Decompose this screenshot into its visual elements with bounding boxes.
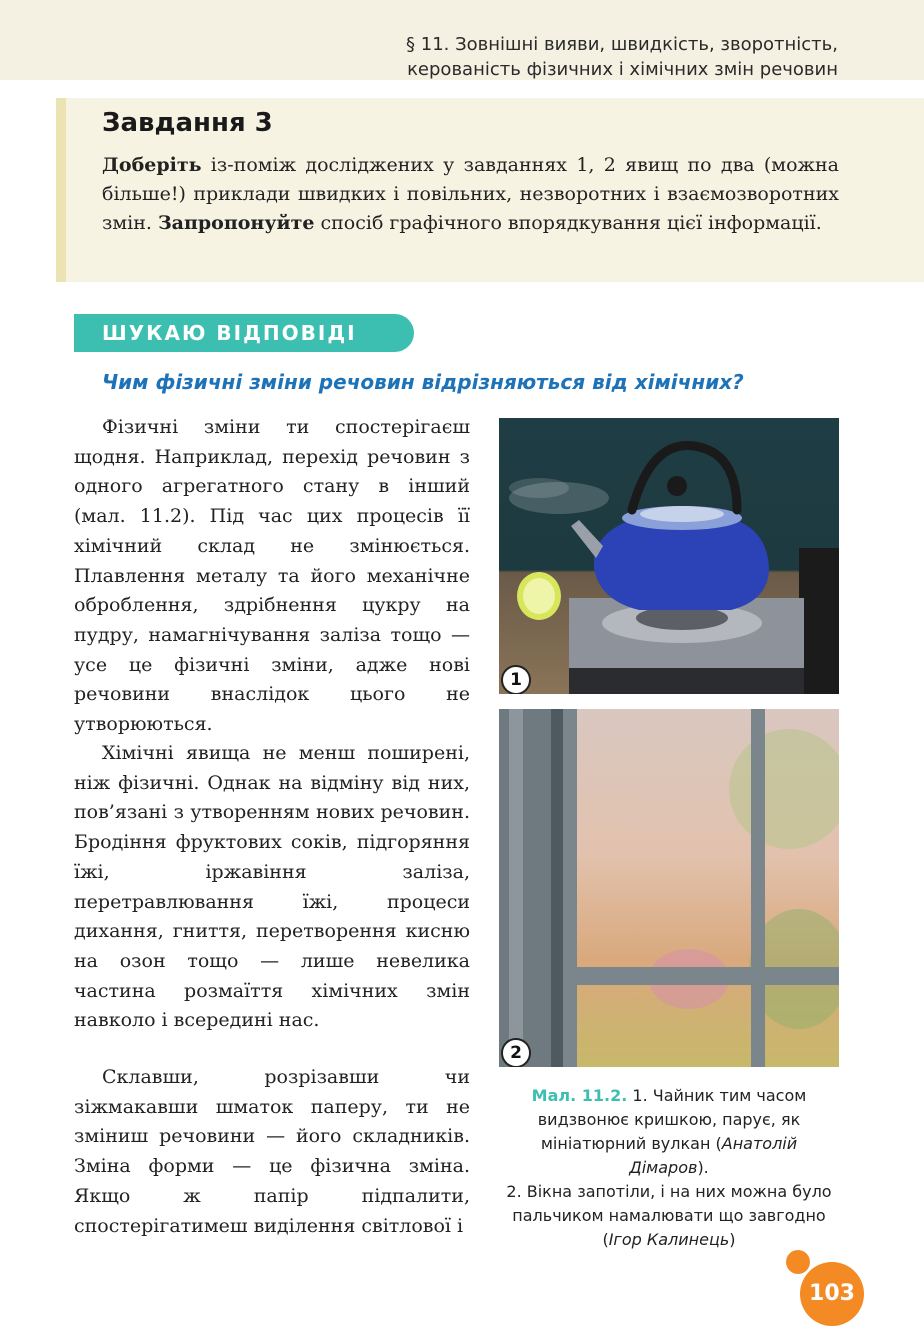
task-mid-bold: Запропонуйте [157,212,315,234]
window-illustration [499,709,839,1067]
page-number: 103 [800,1262,864,1326]
caption-label: Мал. 11.2. [531,1086,628,1105]
caption-text-1b: ). [697,1158,709,1177]
task-text-1: із-поміж досліджених у завданнях 1, 2 явищ по два (можна більше!) приклади швидких і повільних, незворотних і взаємозворотних змін. [102,154,839,234]
task-accent-bar [56,98,66,282]
paragraph-text: Фізичні зміни ти спостерігаєш щодня. Наприклад, перехід речовин з одного агрегатного стану в інший (мал. 11.2). Під час цих процесів її хімічний склад не змінюється. Плавлення металу та його механічне оброблення, здрібнення цукру на пудру, намагнічування заліза тощо — усе це фізичні зміни, адже нові речовини внаслідок цього не утворюються. [74,416,470,736]
task-lead-bold: Доберіть [102,154,202,176]
chapter-header-line-2: керованість фізичних і хімічних змін речовин [407,59,838,80]
page-number-dot [786,1250,810,1274]
chapter-header [406,32,838,82]
caption-text-1a: 1. Чайник тим часом видзвонює кришкою, парує, як мініатюрний вулкан ( [537,1086,807,1153]
paragraph-text: Хімічні явища не менш поширені, ніж фізичні. Однак на відміну від них, пов’язані з утворенням нових речовин. Бродіння фруктових соків, підгоряння їжі, іржавіння заліза, перетравлювання їжі, процеси дихання, гниття, перетворення кисню на озон тощо — лише невелика частина розмаїття хімічних змін навколо і всередині нас. [74,742,470,1032]
paragraph-chemical [74,739,470,1036]
window-photo [499,709,839,1067]
task-body [102,151,839,238]
task-text-2: спосіб графічного впорядкування цієї інформації. [314,212,822,234]
caption-text-2b: ) [729,1230,736,1249]
paragraph-text: Склавши, розрізавши чи зіжмакавши шматок паперу, ти не зміниш речовини — його складників. Зміна форми — це фізична зміна. Якщо ж папір підпалити, спостерігатимеш виділення світлової і [74,1066,470,1237]
figure-caption [499,1084,839,1252]
photo-badge-2: 2 [501,1038,531,1067]
kettle-illustration [499,418,839,694]
caption-author-2: Ігор Калинець [608,1230,730,1249]
paragraph-physical [74,413,470,740]
photo-badge-1: 1 [501,665,531,694]
caption-text-2a: 2. Вікна запотіли, і на них можна було пальчиком намалювати що завгодно ( [506,1182,832,1249]
caption-author-1: Анатолій Дімаров [629,1134,798,1177]
chapter-header-line-1: § 11. Зовнішні вияви, швидкість, зворотність, [406,34,838,55]
section-question: Чим фізичні зміни речовин відрізняються від хімічних? [102,370,744,394]
task-title: Завдання 3 [102,108,273,138]
section-label: ШУКАЮ ВІДПОВІДІ [102,321,357,345]
kettle-photo [499,418,839,694]
paragraph-paper [74,1063,470,1241]
